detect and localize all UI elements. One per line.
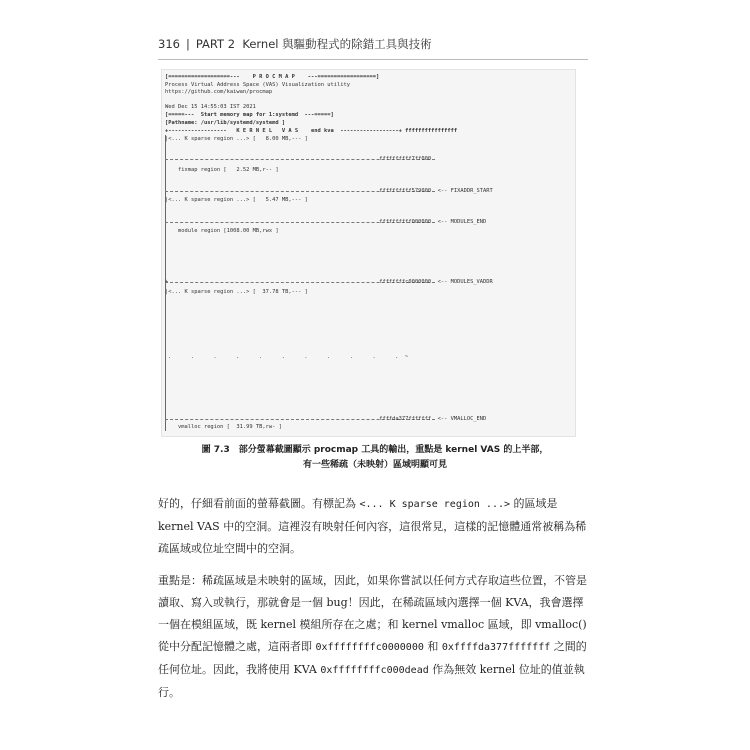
caption-line-1: 圖 7.3 部分螢幕截圖顯示 procmap 工具的輸出，重點是 kernel VAS 的上半部， <box>201 445 549 455</box>
procmap-banner: [===================--- P R O C M A P ---==================] <box>165 74 380 80</box>
paragraph-2-text-c: 之間的任何位址。因此，我將使用 KVA <box>158 640 587 676</box>
paragraph-2-text-d: 作為無效 kernel 位址的值並執行。 <box>158 663 585 699</box>
timestamp-line: Wed Dec 15 14:55:03 IST 2021 <box>165 104 256 110</box>
pathname-line: [Pathname: /usr/lib/systemd/systemd ] <box>165 120 286 126</box>
kernel-vas-header: +------------------ K E R N E L V A S end kva ------------------+ ffffffffffffffff <box>165 128 458 134</box>
page-number: 316 <box>158 37 180 51</box>
chapter-title: Kernel 與驅動程式的除錯工具與技術 <box>242 37 432 51</box>
ellipsis-row: . . . . . . . . . . . ~ <box>168 354 409 360</box>
paragraph-2-text-a: 重點是：稀疏區域是未映射的區域，因此，如果你嘗試以任何方式存取這些位置，不管是讀取、寫入或執行，那就會是一個 bug！因此，在稀疏區域內選擇一個 KVA，我會選擇一個在模組區域，既 kernel 模組所存在之處；和 kernel vmalloc 區域，即 vmalloc() 從中分配記憶體之處，這兩者即 <box>158 574 587 653</box>
vmalloc-end-line: ffffda377fffffff <-- VMALLOC_END <box>165 416 487 422</box>
paragraph-1 <box>158 493 588 560</box>
fixmap-region: fixmap region [ 2.52 MB,r-- ] <box>165 167 279 173</box>
inline-code-vmalloc-end: 0xffffda377fffffff <box>441 642 551 653</box>
sparse-region-1: |<... K sparse region ...> [ 8.00 MB,--- ] <box>165 136 308 142</box>
paragraph-2-text-b: 和 <box>423 640 442 653</box>
inline-code-sparse-region: <... K sparse region ...> <box>359 499 511 510</box>
modules-end-line: ffffffffff000000 <-- MODULES_END <box>165 219 487 225</box>
inline-code-invalid-kva: 0xffffffffc000dead <box>320 665 429 676</box>
module-region: module region [1008.00 MB,rwx ] <box>165 228 279 234</box>
sparse-region-3: |<... K sparse region ...> [ 37.78 TB,--- ] <box>165 289 308 295</box>
part-label: PART 2 <box>195 37 236 51</box>
inline-code-modules-vaddr: 0xffffffffc0000000 <box>315 642 424 653</box>
procmap-screenshot <box>161 69 576 437</box>
sparse-region-2: |<... K sparse region ...> [ 5.47 MB,--- ] <box>165 197 308 203</box>
header-separator: | <box>185 37 190 51</box>
paragraph-1-text-a: 好的，仔細看前面的螢幕截圖。有標記為 <box>158 497 360 510</box>
vmalloc-region: vmalloc region [ 31.99 TB,rw- ] <box>165 424 282 430</box>
caption-line-2: 有一些稀疏（未映射）區域明顯可見 <box>302 460 447 470</box>
paragraph-1-text-b: 的區域是 kernel VAS 中的空洞。這裡沒有映射任何內容，這很常見，這樣的記憶體通常被稱為稀疏區域或位址空間中的空洞。 <box>158 497 587 555</box>
modules-vaddr-line: + ffffffffc0000000 <-- MODULES_VADDR <box>165 279 493 285</box>
project-url: https://github.com/kaiwan/procmap <box>165 89 273 95</box>
figure-caption <box>160 443 590 473</box>
utility-description: Process Virtual Address Space (VAS) Visualization utility <box>165 82 350 88</box>
address-7ff000: ffffffffff7ff000 <box>165 156 432 162</box>
page-header <box>158 36 588 60</box>
start-map-line: [=====--- Start memory map for 1:systemd ---=====] <box>165 112 334 118</box>
paragraph-2 <box>158 570 588 704</box>
fixaddr-start-line: ffffffffff579000 <-- FIXADDR_START <box>165 188 493 194</box>
